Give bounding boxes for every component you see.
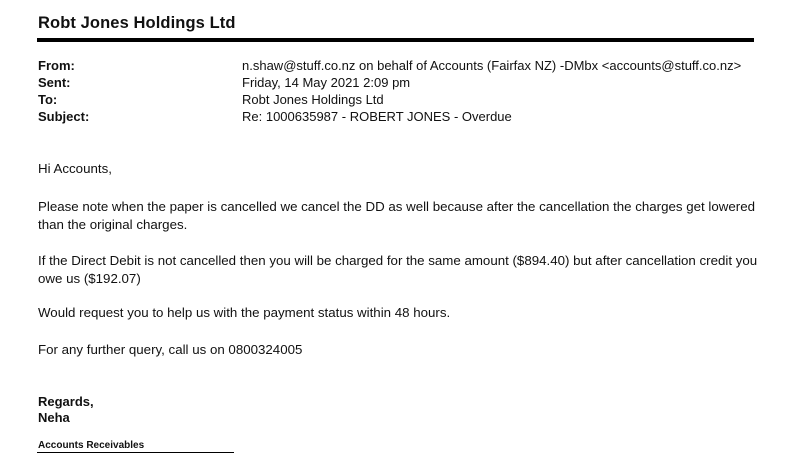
subject-value: Re: 1000635987 - ROBERT JONES - Overdue xyxy=(242,109,512,124)
to-label: To: xyxy=(38,92,58,107)
body-paragraph-direct-debit: If the Direct Debit is not cancelled then you will be charged for the same amount ($894.40) but after cancellation credit you owe us ($192.07) xyxy=(38,253,758,286)
signature-closing: Regards, xyxy=(38,394,94,409)
body-paragraph-dd-cancel: Please note when the paper is cancelled we cancel the DD as well because after the cancellation the charges get lowered than the original charges. xyxy=(38,199,755,232)
header-divider xyxy=(37,38,754,42)
body-paragraph-contact: For any further query, call us on 0800324005 xyxy=(38,342,303,357)
organization-title: Robt Jones Holdings Ltd xyxy=(38,14,236,32)
from-value: n.shaw@stuff.co.nz on behalf of Accounts (Fairfax NZ) -DMbx <accounts@stuff.co.nz> xyxy=(242,58,742,73)
body-paragraph-payment-status: Would request you to help us with the payment status within 48 hours. xyxy=(38,305,451,320)
signature-name: Neha xyxy=(38,410,70,425)
from-label: From: xyxy=(38,58,75,73)
sent-value: Friday, 14 May 2021 2:09 pm xyxy=(242,75,411,90)
footer-divider xyxy=(37,452,234,453)
sent-label: Sent: xyxy=(38,75,71,90)
subject-label: Subject: xyxy=(38,109,90,124)
department-label: Accounts Receivables xyxy=(38,440,145,451)
to-value: Robt Jones Holdings Ltd xyxy=(242,92,384,107)
email-greeting: Hi Accounts, xyxy=(38,161,112,176)
